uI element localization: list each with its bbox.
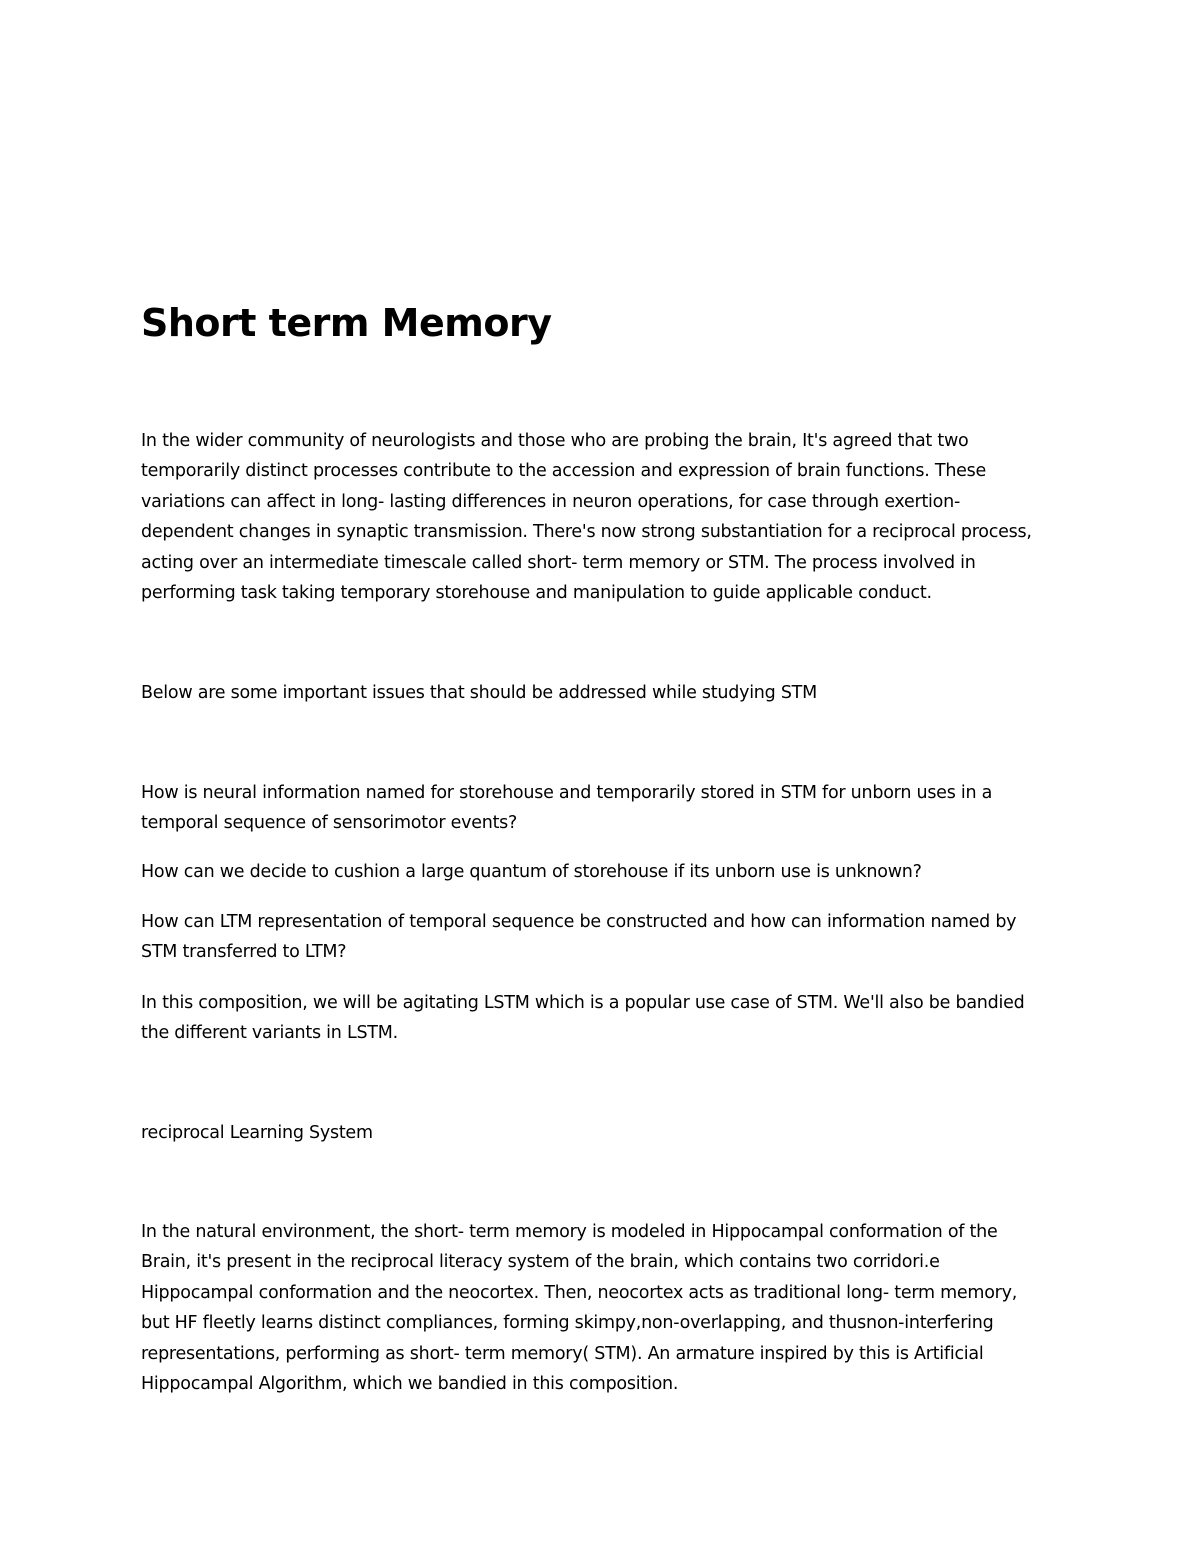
section-heading-reciprocal-learning: reciprocal Learning System xyxy=(141,1123,373,1143)
paragraph-issues-lead: Below are some important issues that should be addressed while studying STM xyxy=(141,683,817,703)
paragraph-intro: In the wider community of neurologists and those who are probing the brain, It's agreed that two temporarily distinct processes contribute to the accession and expression of brain functions. These variations can affect in long- lasting differences in neuron operations, for case through exertion- dependent changes in synaptic transmission. There's now strong substantiation for a reciprocal process, acting over an intermediate timescale called short- term memory or STM. The process involved in performing task taking temporary storehouse and manipulation to guide applicable conduct. xyxy=(141,431,1032,604)
paragraph-hippocampal: In the natural environment, the short- term memory is modeled in Hippocampal conformation of the Brain, it's present in the reciprocal literacy system of the brain, which contains two corridori.e Hippocampal conformation and the neocortex. Then, neocortex acts as traditional long- term memory, but HF fleetly learns distinct compliances, forming skimpy,non-overlapping, and thusnon-interfering representations, performing as short- term memory( STM). An armature inspired by this is Artificial Hippocampal Algorithm, which we bandied in this composition. xyxy=(141,1222,1018,1395)
paragraph-question-3: How can LTM representation of temporal sequence be constructed and how can information named by STM transferred to LTM? xyxy=(141,912,1017,963)
paragraph-question-1: How is neural information named for storehouse and temporarily stored in STM for unborn uses in a temporal sequence of sensorimotor events? xyxy=(141,783,993,834)
document-title: Short term Memory xyxy=(141,301,552,345)
paragraph-composition-note: In this composition, we will be agitating LSTM which is a popular use case of STM. We'll also be bandied the different variants in LSTM. xyxy=(141,993,1025,1044)
paragraph-question-2: How can we decide to cushion a large quantum of storehouse if its unborn use is unknown? xyxy=(141,862,922,882)
